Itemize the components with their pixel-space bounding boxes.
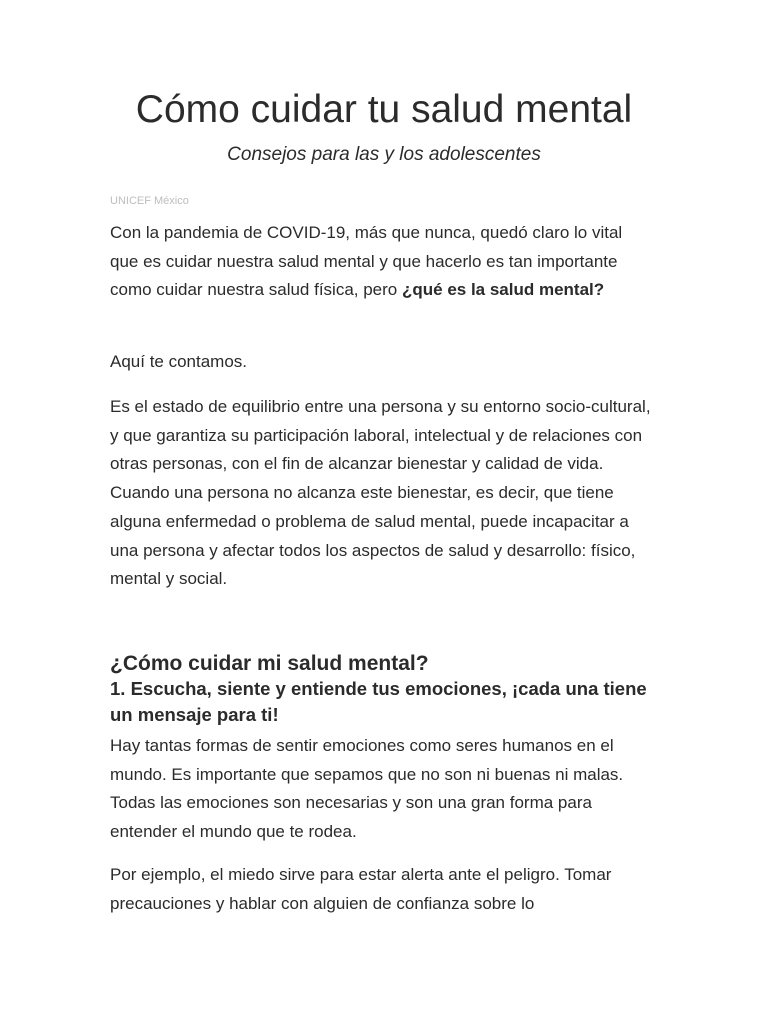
- intro-paragraph: [110, 219, 655, 305]
- tip-example-paragraph: Por ejemplo, el miedo sirve para estar alerta ante el peligro. Tomar precauciones y hablar con alguien de confianza sobre lo: [110, 865, 612, 913]
- definition-paragraph: Es el estado de equilibrio entre una persona y su entorno socio-cultural, y que garantiza su participación laboral, intelectual y de relaciones con otras personas, con el fin de alcanzar bienestar y calidad de vida. Cuando una persona no alcanza este bienestar, es decir, que tiene alguna enfermedad o problema de salud mental, puede incapacitar a una persona y afectar todos los aspectos de salud y desarrollo: físico, mental y social.: [110, 397, 651, 589]
- answer-lead-paragraph: Aquí te contamos.: [110, 352, 248, 371]
- section-heading: ¿Cómo cuidar mi salud mental?: [110, 652, 429, 675]
- page-subtitle: Consejos para las y los adolescentes: [227, 144, 541, 165]
- intro-question: ¿qué es la salud mental?: [401, 280, 605, 300]
- source-credit: UNICEF México: [110, 195, 189, 207]
- tip-heading: 1. Escucha, siente y entiende tus emociones, ¡cada una tiene un mensaje para ti!: [110, 678, 647, 725]
- intro-text: Con la pandemia de COVID-19, más que nunca, quedó claro lo vital que es cuidar nuestra salud mental y que hacerlo es tan importante como cuidar nuestra salud física, pero: [110, 223, 623, 300]
- tip-body-paragraph: Hay tantas formas de sentir emociones como seres humanos en el mundo. Es importante que sepamos que no son ni buenas ni malas. Todas las emociones son necesarias y son una gran forma para entender el mundo que te rodea.: [110, 736, 624, 842]
- page-title: Cómo cuidar tu salud mental: [135, 88, 633, 131]
